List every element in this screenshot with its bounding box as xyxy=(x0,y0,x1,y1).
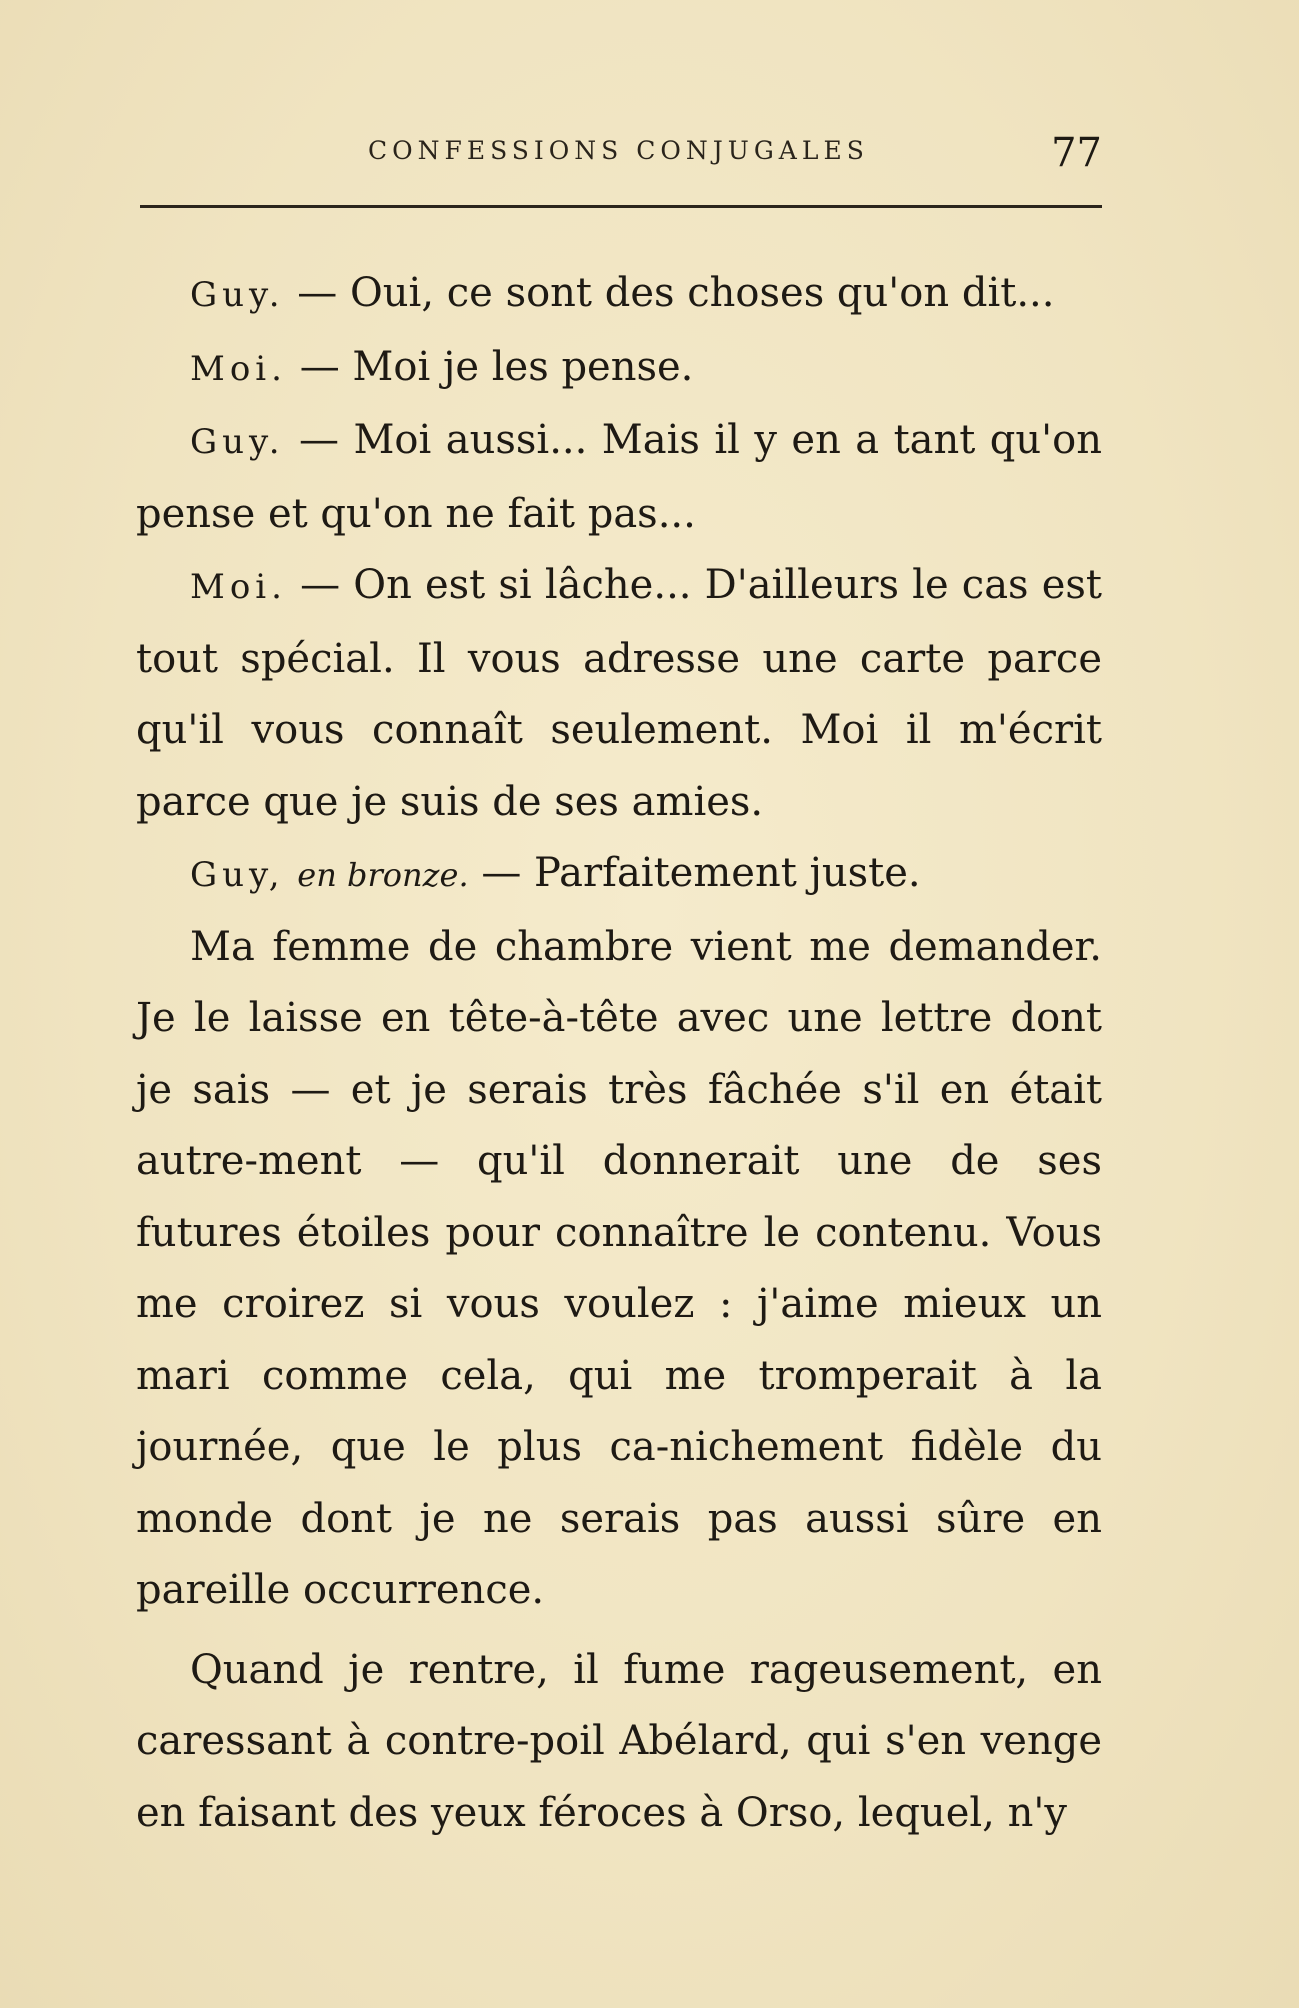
paragraph-text: Quand je rentre, il fume rageusement, en caressant à contre-poil Abélard, qui s'en venge en faisant des yeux féroces à Orso, lequel, n'y xyxy=(136,1646,1102,1836)
running-title: CONFESSIONS CONJUGALES xyxy=(368,136,869,165)
speaker: Moi. xyxy=(190,567,287,607)
stage-direction: en bronze. xyxy=(297,856,469,894)
page-header xyxy=(140,130,1102,190)
paragraph-text: — Oui, ce sont des choses qu'on dit... xyxy=(297,270,1055,316)
paragraph xyxy=(136,550,1102,838)
header-rule xyxy=(140,205,1102,208)
paragraph-text: — On est si lâche... D'ailleurs le cas est tout spécial. Il vous adresse une carte parce qu'il vous connaît seulement. Moi il m'écrit parce que je suis de ses amies. xyxy=(136,562,1102,825)
paragraph-text: — Moi aussi... Mais il y en a tant qu'on pense et qu'on ne fait pas... xyxy=(136,417,1103,537)
paragraph xyxy=(136,838,1102,912)
paragraph xyxy=(136,912,1102,1627)
body-text xyxy=(136,258,1102,1849)
page-number: 77 xyxy=(1051,130,1102,176)
speaker: Moi. xyxy=(190,348,287,389)
paragraph-text: Ma femme de chambre vient me demander. Je le laisse en tête-à-tête avec une lettre dont je sais — et je serais très fâchée s'il en était autre-ment — qu'il donnerait une de ses futures étoiles pour connaître le contenu. Vous me croirez si vous voulez : j'aime mieux un mari comme cela, qui me tromperait à la journée, que le plus ca-nichement fidèle du monde dont je ne serais pas aussi sûre en pareille occurrence. xyxy=(136,923,1102,1613)
speaker: Guy. xyxy=(190,275,285,315)
paragraph xyxy=(136,258,1102,332)
speaker: Guy. xyxy=(190,422,285,462)
speaker: Guy, xyxy=(190,855,285,895)
paragraph xyxy=(136,1635,1102,1850)
paragraph-text: — Moi je les pense. xyxy=(299,343,694,390)
paragraph xyxy=(136,405,1102,550)
paragraph xyxy=(136,332,1102,406)
paragraph-text: — Parfaitement juste. xyxy=(481,850,921,896)
